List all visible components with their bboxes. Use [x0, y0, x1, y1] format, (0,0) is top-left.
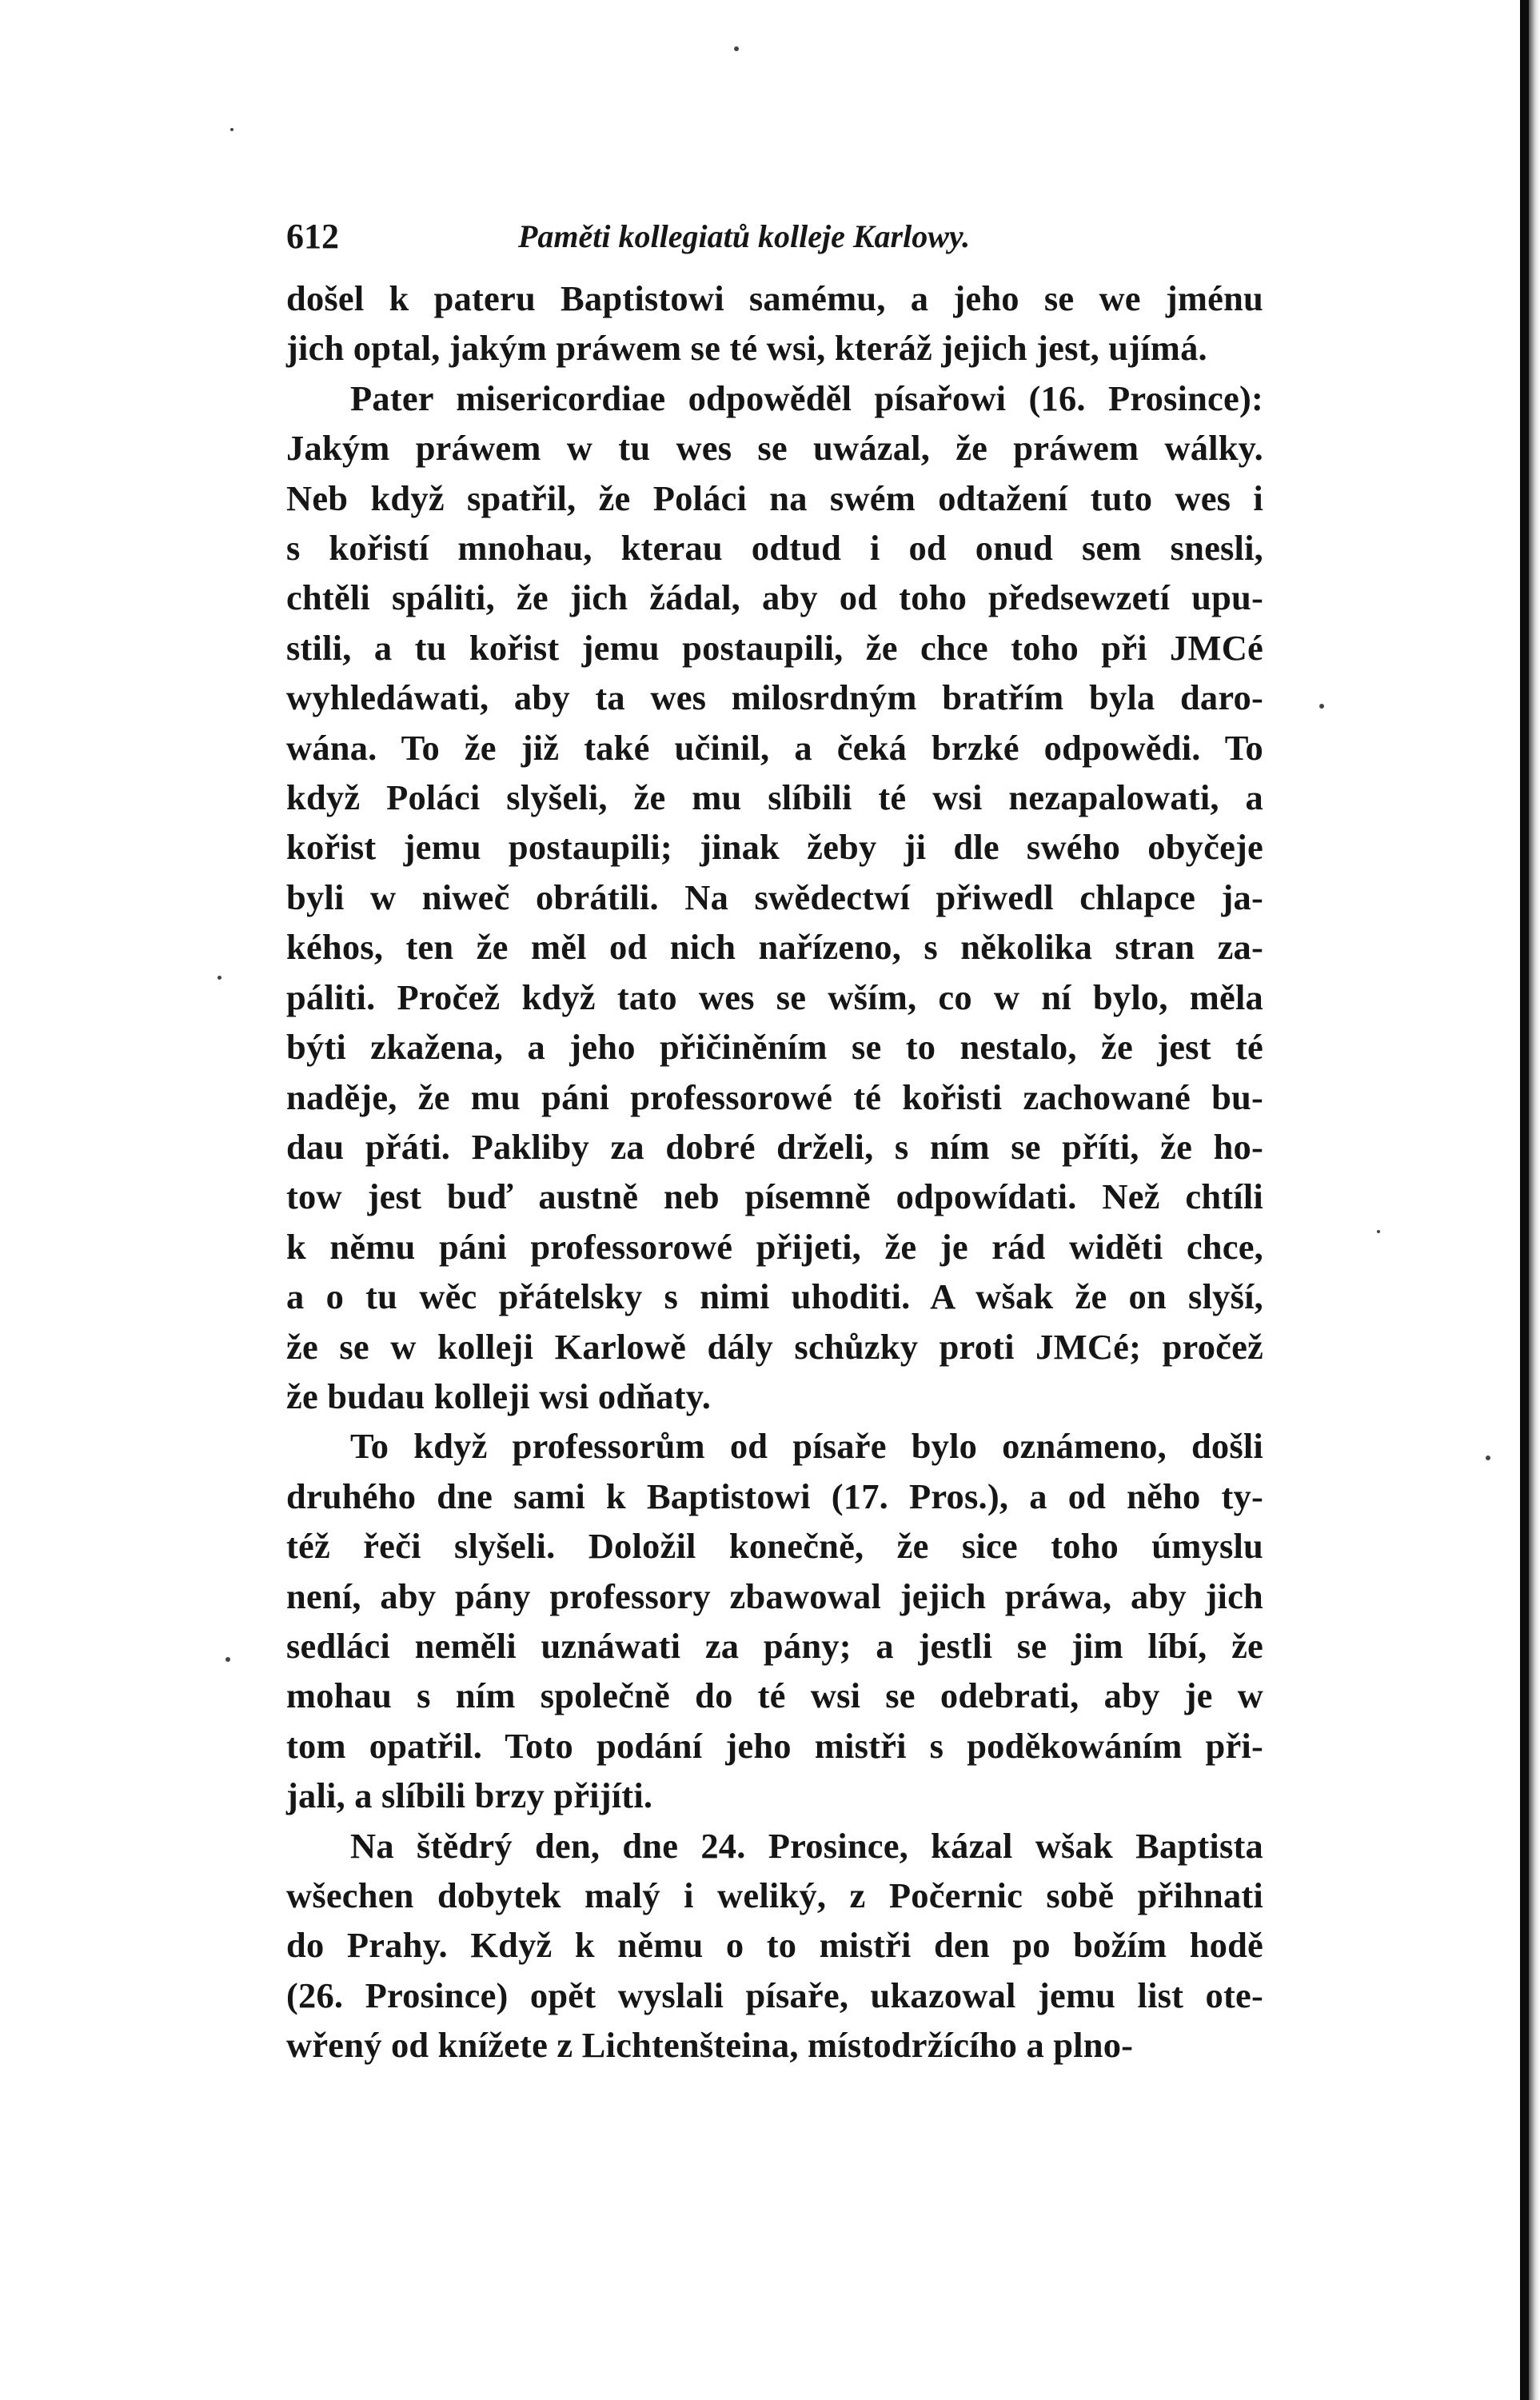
text-line: že budau kolleji wsi odňaty. — [286, 1376, 712, 1416]
page-edge-line — [1520, 0, 1529, 2400]
page-number: 612 — [286, 217, 339, 256]
text-line: druhého dne sami k Baptistowi (17. Pros.), a od něho ty- — [286, 1476, 1263, 1516]
text-line: jich optal, jakým práwem se té wsi, kteráž jejich jest, ujímá. — [286, 328, 1207, 369]
text-line: páliti. Pročež když tato wes se wším, co w ní bylo, měla — [286, 976, 1263, 1017]
text-line: k němu páni professorowé přijeti, že je rád widěti chce, — [286, 1226, 1263, 1267]
scan-speck — [1319, 704, 1324, 709]
text-line: sedláci neměli uznáwati za pány; a jestli se jim líbí, že — [286, 1625, 1263, 1666]
text-line: Na štědrý den, dne 24. Prosince, kázal wšak Baptista — [350, 1825, 1263, 1866]
text-line: stili, a tu kořist jemu postaupili, že chce toho při JMCé — [286, 627, 1263, 668]
body-text — [286, 274, 1263, 2071]
scan-speck — [1377, 1230, 1380, 1233]
text-line: wyhledáwati, aby ta wes milosrdným bratřím byla daro- — [286, 677, 1263, 718]
text-line: kéhos, ten že měl od nich nařízeno, s několika stran za- — [286, 927, 1263, 968]
text-line: Jakým práwem w tu wes se uwázal, že práwem wálky. — [286, 428, 1263, 469]
text-line: kořist jemu postaupili; jinak žeby ji dle swého obyčeje — [286, 827, 1263, 868]
text-line: naděje, že mu páni professorowé té kořisti zachowané bu- — [286, 1076, 1263, 1117]
text-line: a o tu wěc přátelsky s nimi uhoditi. A wšak že on slyší, — [286, 1276, 1263, 1317]
scan-speck — [225, 1657, 230, 1662]
text-line: wšechen dobytek malý i weliký, z Počernic sobě přihnati — [286, 1875, 1263, 1915]
text-line: dau přáti. Pakliby za dobré drželi, s ním se příti, že ho- — [286, 1126, 1263, 1167]
text-line: jali, a slíbili brzy přijíti. — [286, 1775, 653, 1816]
text-line: wřený od knížete z Lichtenšteina, místodržícího a plno- — [286, 2025, 1134, 2066]
text-line: tom opatřil. Toto podání jeho mistři s poděkowáním při- — [286, 1725, 1263, 1766]
scan-speck — [734, 46, 739, 51]
text-line: tow jest buď austně neb písemně odpowídati. Než chtíli — [286, 1176, 1263, 1217]
page-header — [286, 216, 1263, 266]
text-line: došel k pateru Baptistowi samému, a jeho se we jménu — [286, 278, 1263, 318]
text-line: do Prahy. Když k němu o to mistři den po božím hodě — [286, 1925, 1263, 1966]
book-page — [286, 216, 1263, 2071]
text-line: chtěli spáliti, že jich žádal, aby od toho předsewzetí upu- — [286, 577, 1263, 618]
scan-speck — [230, 128, 233, 131]
scan-speck — [217, 976, 221, 980]
text-line: býti zkažena, a jeho přičiněním se to nestalo, že jest té — [286, 1027, 1263, 1068]
text-line: byli w niweč obrátili. Na swědectwí přiwedl chlapce ja- — [286, 877, 1263, 917]
text-line: že se w kolleji Karlowě dály schůzky proti JMCé; pročež — [286, 1326, 1263, 1367]
text-line: Neb když spatřil, že Poláci na swém odtažení tuto wes i — [286, 477, 1263, 518]
text-line: (26. Prosince) opět wyslali písaře, ukazowal jemu list ote- — [286, 1975, 1263, 2015]
text-line: Pater misericordiae odpowěděl písařowi (16. Prosince): — [350, 377, 1263, 418]
text-line: wána. To že již také učinil, a čeká brzké odpowědi. To — [286, 727, 1263, 768]
running-title: Paměti kollegiatů kolleje Karlowy. — [518, 218, 971, 254]
text-line: též řeči slyšeli. Doložil konečně, že sice toho úmyslu — [286, 1526, 1263, 1567]
scan-speck — [1486, 1456, 1490, 1460]
page-edge-shadow — [1529, 0, 1540, 2400]
text-line: mohau s ním společně do té wsi se odebrati, aby je w — [286, 1675, 1263, 1716]
text-line: když Poláci slyšeli, že mu slíbili té wsi nezapalowati, a — [286, 777, 1263, 818]
text-line: není, aby pány professory zbawowal jejich práwa, aby jich — [286, 1575, 1263, 1616]
text-line: s kořistí mnohau, kterau odtud i od onud sem snesli, — [286, 528, 1263, 569]
text-line: To když professorům od písaře bylo oznámeno, došli — [350, 1426, 1263, 1467]
